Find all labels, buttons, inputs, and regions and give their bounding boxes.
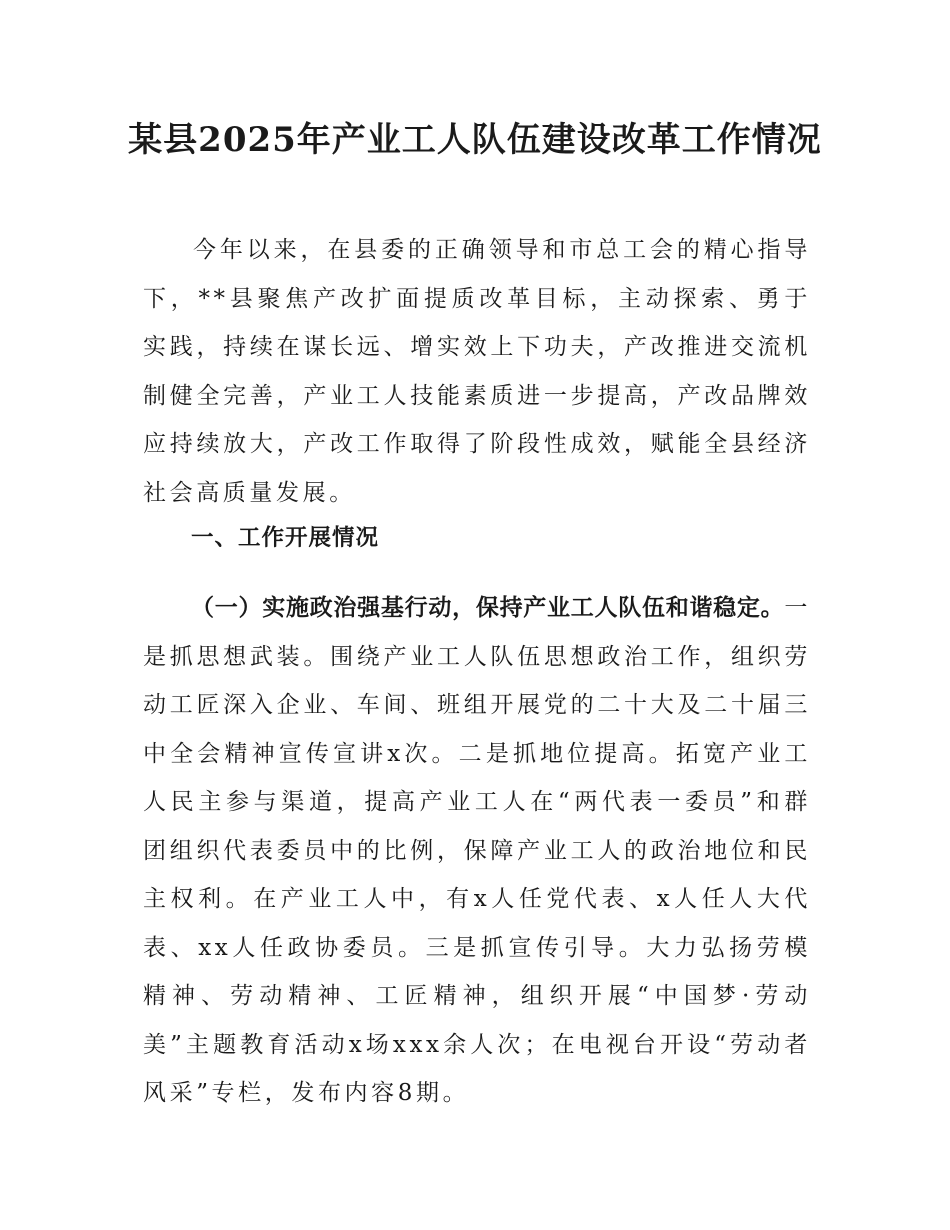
document-title: 某县2025年产业工人队伍建设改革工作情况 xyxy=(128,120,822,160)
intro-paragraph: 今年以来，在县委的正确领导和市总工会的精心指导下，**县聚焦产改扩面提质改革目标，主动探索、勇于实践，持续在谋长远、增实效上下功夫，产改推进交流机制健全完善，产业工人技能素质进一步提高，产改品牌效应持续放大，产改工作取得了阶段性成效，赋能全县经济社会高质量发展。 xyxy=(143,237,811,506)
section-heading-work-progress: 一、工作开展情况 xyxy=(191,525,380,551)
subsection-body: 一是抓思想武装。围绕产业工人队伍思想政治工作，组织劳动工匠深入企业、车间、班组开展党的二十大及二十届三中全会精神宣传宣讲x次。二是抓地位提高。拓宽产业工人民主参与渠道，提高产业工人在“两代表一委员”和群团组织代表委员中的比例，保障产业工人的政治地位和民主权利。在产业工人中，有x人任党代表、x人任人大代表、xx人任政协委员。三是抓宣传引导。大力弘扬劳模精神、劳动精神、工匠精神，组织开展“中国梦·劳动美”主题教育活动x场xxx余人次；在电视台开设“劳动者风采”专栏，发布内容8期。 xyxy=(143,595,811,1106)
subsection-paragraph xyxy=(143,584,811,1118)
subsection-heading-political-foundation: （一）实施政治强基行动，保持产业工人队伍和谐稳定。 xyxy=(191,595,785,621)
